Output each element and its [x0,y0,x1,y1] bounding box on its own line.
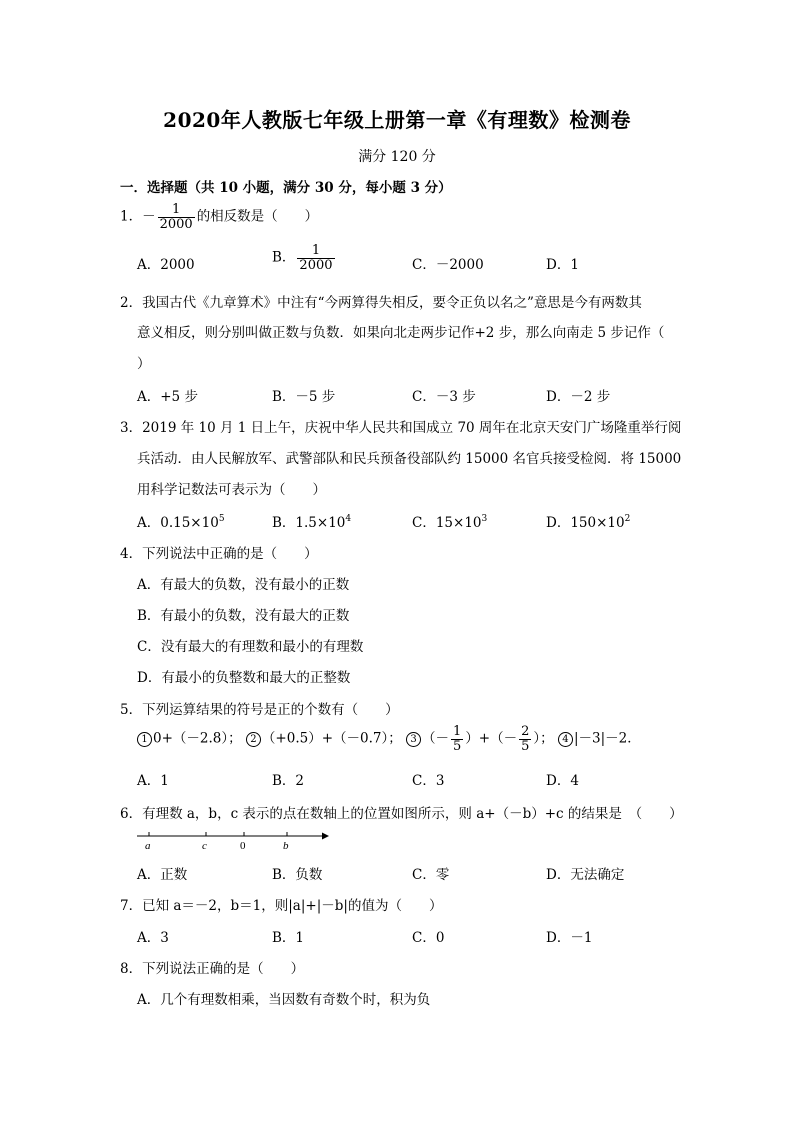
label-c: c [202,840,207,852]
label-0: 0 [240,840,246,852]
label-a: a [145,840,151,852]
q2-option-b[interactable]: B．－5 步 [272,389,336,405]
question-2-line-3: ） [137,356,151,372]
q5-option-c[interactable]: C．3 [412,773,445,789]
q6-option-c[interactable]: C．零 [412,867,450,883]
fraction: $\frac{1}{5}$ [453,724,462,754]
question-2-line-1: 2．我国古代《九章算术》中注有“今两算得失相反，要令正负以名之”意思是今有两数其 [120,295,642,311]
page-title: 2020年人教版七年级上册第一章《有理数》检测卷 [163,108,631,132]
question-3-line-2: 兵活动．由人民解放军、武警部队和民兵预备役部队约 15000 名官兵接受检阅．将 15000 [137,451,682,467]
q1-option-a[interactable]: A．2000 [137,257,195,273]
question-6-stem: 6．有理数 a，b，c 表示的点在数轴上的位置如图所示，则 a+（－b）+c 的结果是 （ ） [120,806,683,822]
q6-option-d[interactable]: D．无法确定 [546,867,625,883]
circled-number: 2 [246,732,261,747]
q7-option-c[interactable]: C．0 [412,930,445,946]
q7-option-d[interactable]: D．－1 [546,930,593,946]
q3-option-c[interactable]: C．$15\times 10^3$ [412,514,488,531]
question-5-expressions: 1 0+（－2.8）； 2 （+0.5）+（－0.7）； 3 （－ $\frac{1}{5}$ ）+（－ $\frac{2}{5}$ ）； 4 |－3|－2． [137,725,641,753]
q3-option-d[interactable]: D．$150\times 10^2$ [546,514,631,531]
q5-option-a[interactable]: A．1 [137,773,169,789]
question-8-stem: 8．下列说法正确的是（ ） [120,961,305,977]
q2-option-c[interactable]: C．－3 步 [412,389,476,405]
q6-option-b[interactable]: B．负数 [272,867,323,883]
fraction: $\frac{2}{5}$ [521,724,530,754]
q4-option-c[interactable]: C．没有最大的有理数和最小的有理数 [137,639,364,655]
circled-number: 3 [406,732,421,747]
question-4-stem: 4．下列说法中正确的是（ ） [120,546,318,562]
q1-option-b[interactable]: B． $\frac{1}{2000}$ [272,243,333,273]
question-7-stem: 7．已知 a＝－2，b＝1，则|a|+|－b|的值为（ ） [120,898,443,914]
q4-option-a[interactable]: A．有最大的负数，没有最小的正数 [137,577,350,593]
question-3-line-1: 3．2019 年 10 月 1 日上午，庆祝中华人民共和国成立 70 周年在北京天安门广场隆重举行阅 [120,420,682,436]
q3-option-a[interactable]: A．$0.15\times 10^5$ [137,514,225,531]
q2-option-d[interactable]: D．－2 步 [546,389,611,405]
q1-option-c[interactable]: C．－2000 [412,257,484,273]
section-heading: 一．选择题（共 10 小题，满分 30 分，每小题 3 分） [120,180,452,196]
q4-option-b[interactable]: B．有最小的负数，没有最大的正数 [137,608,350,624]
q8-option-a[interactable]: A．几个有理数相乘，当因数有奇数个时，积为负 [137,992,431,1008]
q4-option-d[interactable]: D．有最小的负整数和最大的正整数 [137,670,351,686]
q5-option-d[interactable]: D．4 [546,773,579,789]
question-2-line-2: 意义相反，则分别叫做正数与负数．如果向北走两步记作+2 步，那么向南走 5 步记作（ [137,325,665,341]
q6-option-a[interactable]: A．正数 [137,867,188,883]
question-3-line-3: 用科学记数法可表示为（ ） [137,482,326,498]
fraction: $\frac{1}{2000}$ [159,202,193,232]
circled-number: 4 [558,732,573,747]
q1-option-d[interactable]: D．1 [546,257,579,273]
number-line-figure [137,830,337,852]
q3-option-b[interactable]: B．$1.5\times 10^4$ [272,514,352,531]
number-line-arrow [322,833,329,840]
q7-option-b[interactable]: B．1 [272,930,305,946]
page-subtitle: 满分 120 分 [358,149,436,165]
q5-option-b[interactable]: B．2 [272,773,305,789]
q7-option-a[interactable]: A．3 [137,930,169,946]
question-1-stem: 1．－ $\frac{1}{2000}$ 的相反数是（ ） [120,202,319,232]
question-5-stem: 5．下列运算结果的符号是正的个数有（ ） [120,702,399,718]
q2-option-a[interactable]: A．+5 步 [137,389,198,405]
circled-number: 1 [137,732,152,747]
label-b: b [283,840,289,852]
